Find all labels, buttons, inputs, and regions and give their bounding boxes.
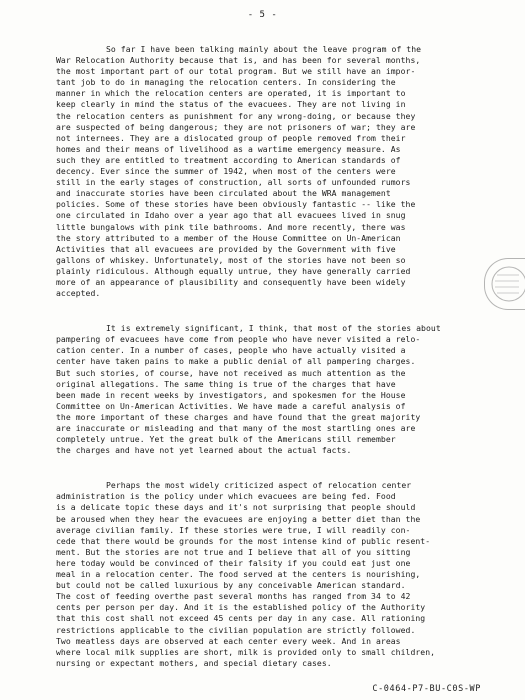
text-line: administration is the policy under which evacuees are being fed. Food	[56, 491, 396, 502]
text-line: The cost of feeding overthe past several months has ranged from 34 to 42	[56, 591, 411, 602]
text-line: the more important of these charges and have found that the great majority	[56, 411, 421, 422]
text-line: restrictions applicable to the civilian population are strictly followed.	[56, 624, 416, 635]
text-line: here today would be convinced of their falsity if you could eat just one	[56, 557, 411, 568]
text-line: Two meatless days are observed at each center every week. And in areas	[56, 635, 401, 646]
text-line: War Relocation Authority because that is, and has been for several months,	[56, 55, 421, 66]
text-line: tant job to do in managing the relocation centers. In considering the	[56, 77, 396, 88]
text-line: Perhaps the most widely criticized aspect of relocation center	[106, 480, 412, 491]
paragraph	[56, 44, 482, 299]
text-line: be aroused when they hear the evacuees are enjoying a better diet than the	[56, 513, 421, 524]
text-line: center have taken pains to make a public denial of all pampering charges.	[56, 356, 416, 367]
text-line: policies. Some of these stories have been obviously fantastic -- like the	[56, 199, 416, 210]
text-line: But such stories, of course, have not received as much attention as the	[56, 367, 406, 378]
text-line: one circulated in Idaho over a year ago that all evacuees lived in snug	[56, 210, 406, 221]
text-line: the story attributed to a member of the House Committee on Un-American	[56, 232, 401, 243]
text-line: cents per person per day. And it is the established policy of the Authority	[56, 602, 426, 613]
paragraph	[56, 323, 482, 456]
text-line: more of an appearance of plausibility and consequently have been widely	[56, 276, 406, 287]
text-line: meal in a relocation center. The food served at the centers is nourishing,	[56, 569, 421, 580]
page-number: - 5 -	[247, 10, 278, 20]
text-line: Activities that all evacuees are provided by the Government with five	[56, 243, 396, 254]
text-line: are inaccurate or misleading and that many of the most startling ones are	[56, 423, 416, 433]
text-line: are suspected of being dangerous; they are not prisoners of war; they are	[56, 121, 416, 132]
document-id: C-0464-P7-BU-C0S-WP	[372, 684, 481, 694]
text-line: cation center. In a number of cases, people who have actually visited a	[56, 345, 406, 356]
text-line: little bungalows with pink tile bathrooms. And more recently, there was	[56, 221, 406, 232]
text-line: but could not be called luxurious by any conceivable American standard.	[56, 580, 406, 591]
text-line: plainly ridiculous. Although equally untrue, they have generally carried	[56, 265, 411, 276]
text-line: and inaccurate stories have been circulated about the WRA management	[56, 188, 391, 199]
archive-stamp	[484, 258, 525, 310]
text-line: not internees. They are a dislocated group of people removed from their	[56, 132, 406, 143]
text-line: original allegations. The same thing is true of the charges that have	[56, 378, 396, 389]
text-line: It is extremely significant, I think, that most of the stories about	[106, 323, 441, 334]
text-line: the charges and have not yet learned about the actual facts.	[56, 445, 352, 456]
text-line: been made in recent weeks by investigators, and spokesmen for the House	[56, 389, 406, 400]
text-line: homes and their means of livelihood as a wartime emergency measure. As	[56, 143, 401, 154]
text-line: Committee on Un-American Activities. We have made a careful analysis of	[56, 400, 406, 411]
text-line: decency. Ever since the summer of 1942, when most of the centers were	[56, 166, 396, 177]
paragraph	[56, 480, 482, 669]
body-text	[56, 44, 482, 693]
text-line: such they are entitled to treatment according to American standards of	[56, 154, 401, 165]
text-line: nursing or expectant mothers, and special dietary cases.	[56, 657, 332, 668]
text-line: keep clearly in mind the status of the evacuees. They are not living in	[56, 99, 406, 110]
text-line: is a delicate topic these days and it's not surprising that people should	[56, 502, 416, 513]
text-line: So far I have been talking mainly about the leave program of the	[106, 44, 422, 54]
text-line: the relocation centers as punishment for any wrong-doing, or because they	[56, 110, 416, 121]
text-line: completely untrue. Yet the great bulk of the Americans still remember	[56, 434, 396, 445]
text-line: pampering of evacuees have come from people who have never visited a relo-	[56, 334, 421, 345]
text-line: average civilian family. If these stories were true, I will readily con-	[56, 524, 411, 535]
text-line: where local milk supplies are short, milk is provided only to small children,	[56, 646, 436, 657]
text-line: still in the early stages of construction, all sorts of unfounded rumors	[56, 177, 411, 188]
text-line: gallons of whiskey. Unfortunately, most of the stories have not been so	[56, 254, 406, 265]
text-line: ment. But the stories are not true and I believe that all of you sitting	[56, 546, 411, 557]
text-line: accepted.	[56, 288, 101, 299]
text-line: manner in which the relocation centers are operated, it is important to	[56, 88, 406, 99]
text-line: the most important part of our total program. But we still have an impor-	[56, 66, 416, 77]
text-line: cede that there would be grounds for the most intense kind of public resent-	[56, 535, 431, 546]
text-line: that this cost shall not exceed 45 cents per day in any case. All rationing	[56, 613, 426, 624]
